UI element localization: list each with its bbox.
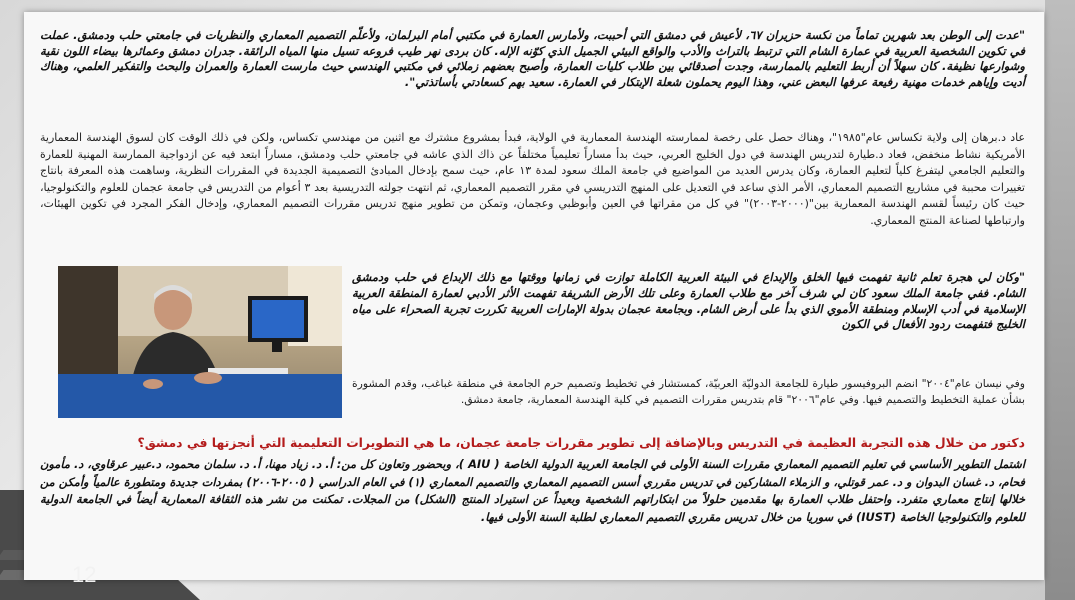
aiu-paragraph: وفي نيسان عام"٢٠٠٤" انضم البروفيسور طيارة للجامعة الدوليّة العربيّة، كمستشار في تخطيط وتصميم حرم الجامعة في منطقة غباغب، وقدم المشورة بشأن عملية التخطيط والتصميم فيها. وفي عام"٢٠٠٦" قام بتدريس مقررات التصميم في كلية الهندسة المعمارية، جامعة دمشق. (352, 377, 1025, 406)
interview-answer: اشتمل التطوير الأساسي في تعليم التصميم المعماري مقررات السنة الأولى في الجامعة العربية الدولية الخاصة ( AIU )، وبحضور وتعاون كل من: أ. د. زياد مهنا، أ. د. سلمان محمود، د.عبير عرقاوي، د. مأمون فحام، د. غسان البدوان و د. عمر قوتلي، و الزملاء المشاركين في تدريس مقرري أسس التصميم المعماري والتصميم المعماري (١) في العام الدراسي ( ٢٠٠٥-٢٠٠٦) بمفردات جديدة ومتطورة عالمياً وأمكن من خلالها إنتاج معماري متفرد. واحتفل طلاب العمارة بها مقدمين حلولاً من ابتكاراتهم الشخصية وبعيداً عن استيراد المنتج (الشكل) من المجلات. تمكنت من نشر هذه الثقافة المعمارية أيضاً في الجامعة الدولية للعلوم والتكنولوجيا الخاصة (IUST) في سوريا من خلال تدريس مقرري التصميم المعماري لطلبة السنة الأولى فيها. (40, 457, 1025, 524)
right-frame-edge (1045, 0, 1075, 600)
portrait-photo (58, 266, 342, 418)
hijra-quote-paragraph: "وكان لي هجرة تعلم ثانية تفهمت فيها الخلق والإبداع في البيئة العربية الكاملة توازت في زمانها ووقتها مع ذلك الإبداع في حلب ودمشق الشام. ففي جامعة الملك سعود كان لي شرف آخر مع طلاب العمارة وعلى تلك الأرض الشريفة تفهمت الأثر الأدبي لعمارة المنطقة العربية الإسلامية في أدب الإسلام ومنطقة الأموي الذي بدأ على أرض الشام. وبجامعة عجمان بدولة الإمارات العربية تكررت تجربة الصحراء على مياه الخليج فتفهمت ردود الأفعال في الكون (352, 270, 1025, 332)
intro-quote-paragraph: "عدت إلى الوطن بعد شهرين تماماً من نكسة حزيران ٦٧، لأعيش في دمشق التي أحببت، ولأمارس العمارة في مكتبي أمام البرلمان، ولأعلّم التصميم المعماري والنظريات في جامعتي حلب ودمشق. عملت في تكوين الشخصية العربية في عمارة الشام التي ترتبط بالتراث والأدب والواقع البيئي الجميل الذي كوّنه الإله. كان بردى نهر طيب فروعه تسيل منها المياه الرائقة. جدران دمشق وعمائرها بيضاء اللون نقية وشوارعها نظيفة. كان سهلاً أن أربط التعليم بالممارسة، وجدت أصدقائي بين طلاب كليات العمارة، وأصبح بعضهم زملائي في مكتبي الهندسي حيث مارست العمارة والعمران والبحث والتفكير العلمي، وهناك أديت وإياهم خدمات مهنية رفيعة عرفها البعض عني، وهذا اليوم يحملون شعلة الإبتكار في العمارة. سعيد بهم كسعادتي بأساتذتي". (40, 28, 1025, 89)
portrait-illustration (58, 266, 342, 418)
page-number: 12 (72, 562, 97, 587)
career-paragraph: عاد د.برهان إلى ولاية تكساس عام"١٩٨٥"، وهناك حصل على رخصة لممارسته الهندسة المعمارية في الولاية، فبدأ بمشروع مشترك مع اثنين من مهندسي تكساس، ولكن في ذلك الوقت كان لسوق الهندسة المعمارية الأمريكية نشاط منخفض، فعاد د.طيارة لتدريس الهندسة في دول الخليج العربي، حيث بدأ مساراً تعليمياً مختلفاً عن ذاك الذي عاشه في جامعتي حلب ودمشق، مساراً ابتعد فيه عن ازدواجية الممارسة المهنية للعمارة والتعليم الجامعي ليتفرغ كلياً لتعليم العمارة، وكان يدرس العديد من المواضيع في جامعة الملك سعود لمدة ١٣ عام، حيث سمح بإدخال المبادئ التصميمية الجديدة في المقررات النظرية، وساهمت هذه المعرفة بانتاج تغييرات محببة في مشاريع التصميم المعماري، الأمر الذي ساعد في التعديل على المنهج التدريسي في مقرر التصميم المعماري، ثم انتهت جولته التدريسية بعد ٣ أعوام من التدريس في جامعة عجمان للعلوم والتكنولوجيا، حيث كان رئيساً لقسم الهندسة المعمارية بين"(٢٠٠٠-٢٠٠٣)" في كل من مقراتها في العين وأبوظبي وعجمان، وتمكن من تطوير منهج تدريس مقررات التصميم المعماري، وإدخال الفكر المجرد في تكوين الهيئات، وارتباطها لصناعة المنتج المعماري. (40, 131, 1026, 227)
interview-question: دكتور من خلال هذه التجربة العظيمة في التدريس وبالإضافة إلى تطوير مقررات جامعة عجمان، ما هي التطويرات التعليمية التي أنجزتها في دمشق؟ (137, 435, 1025, 450)
